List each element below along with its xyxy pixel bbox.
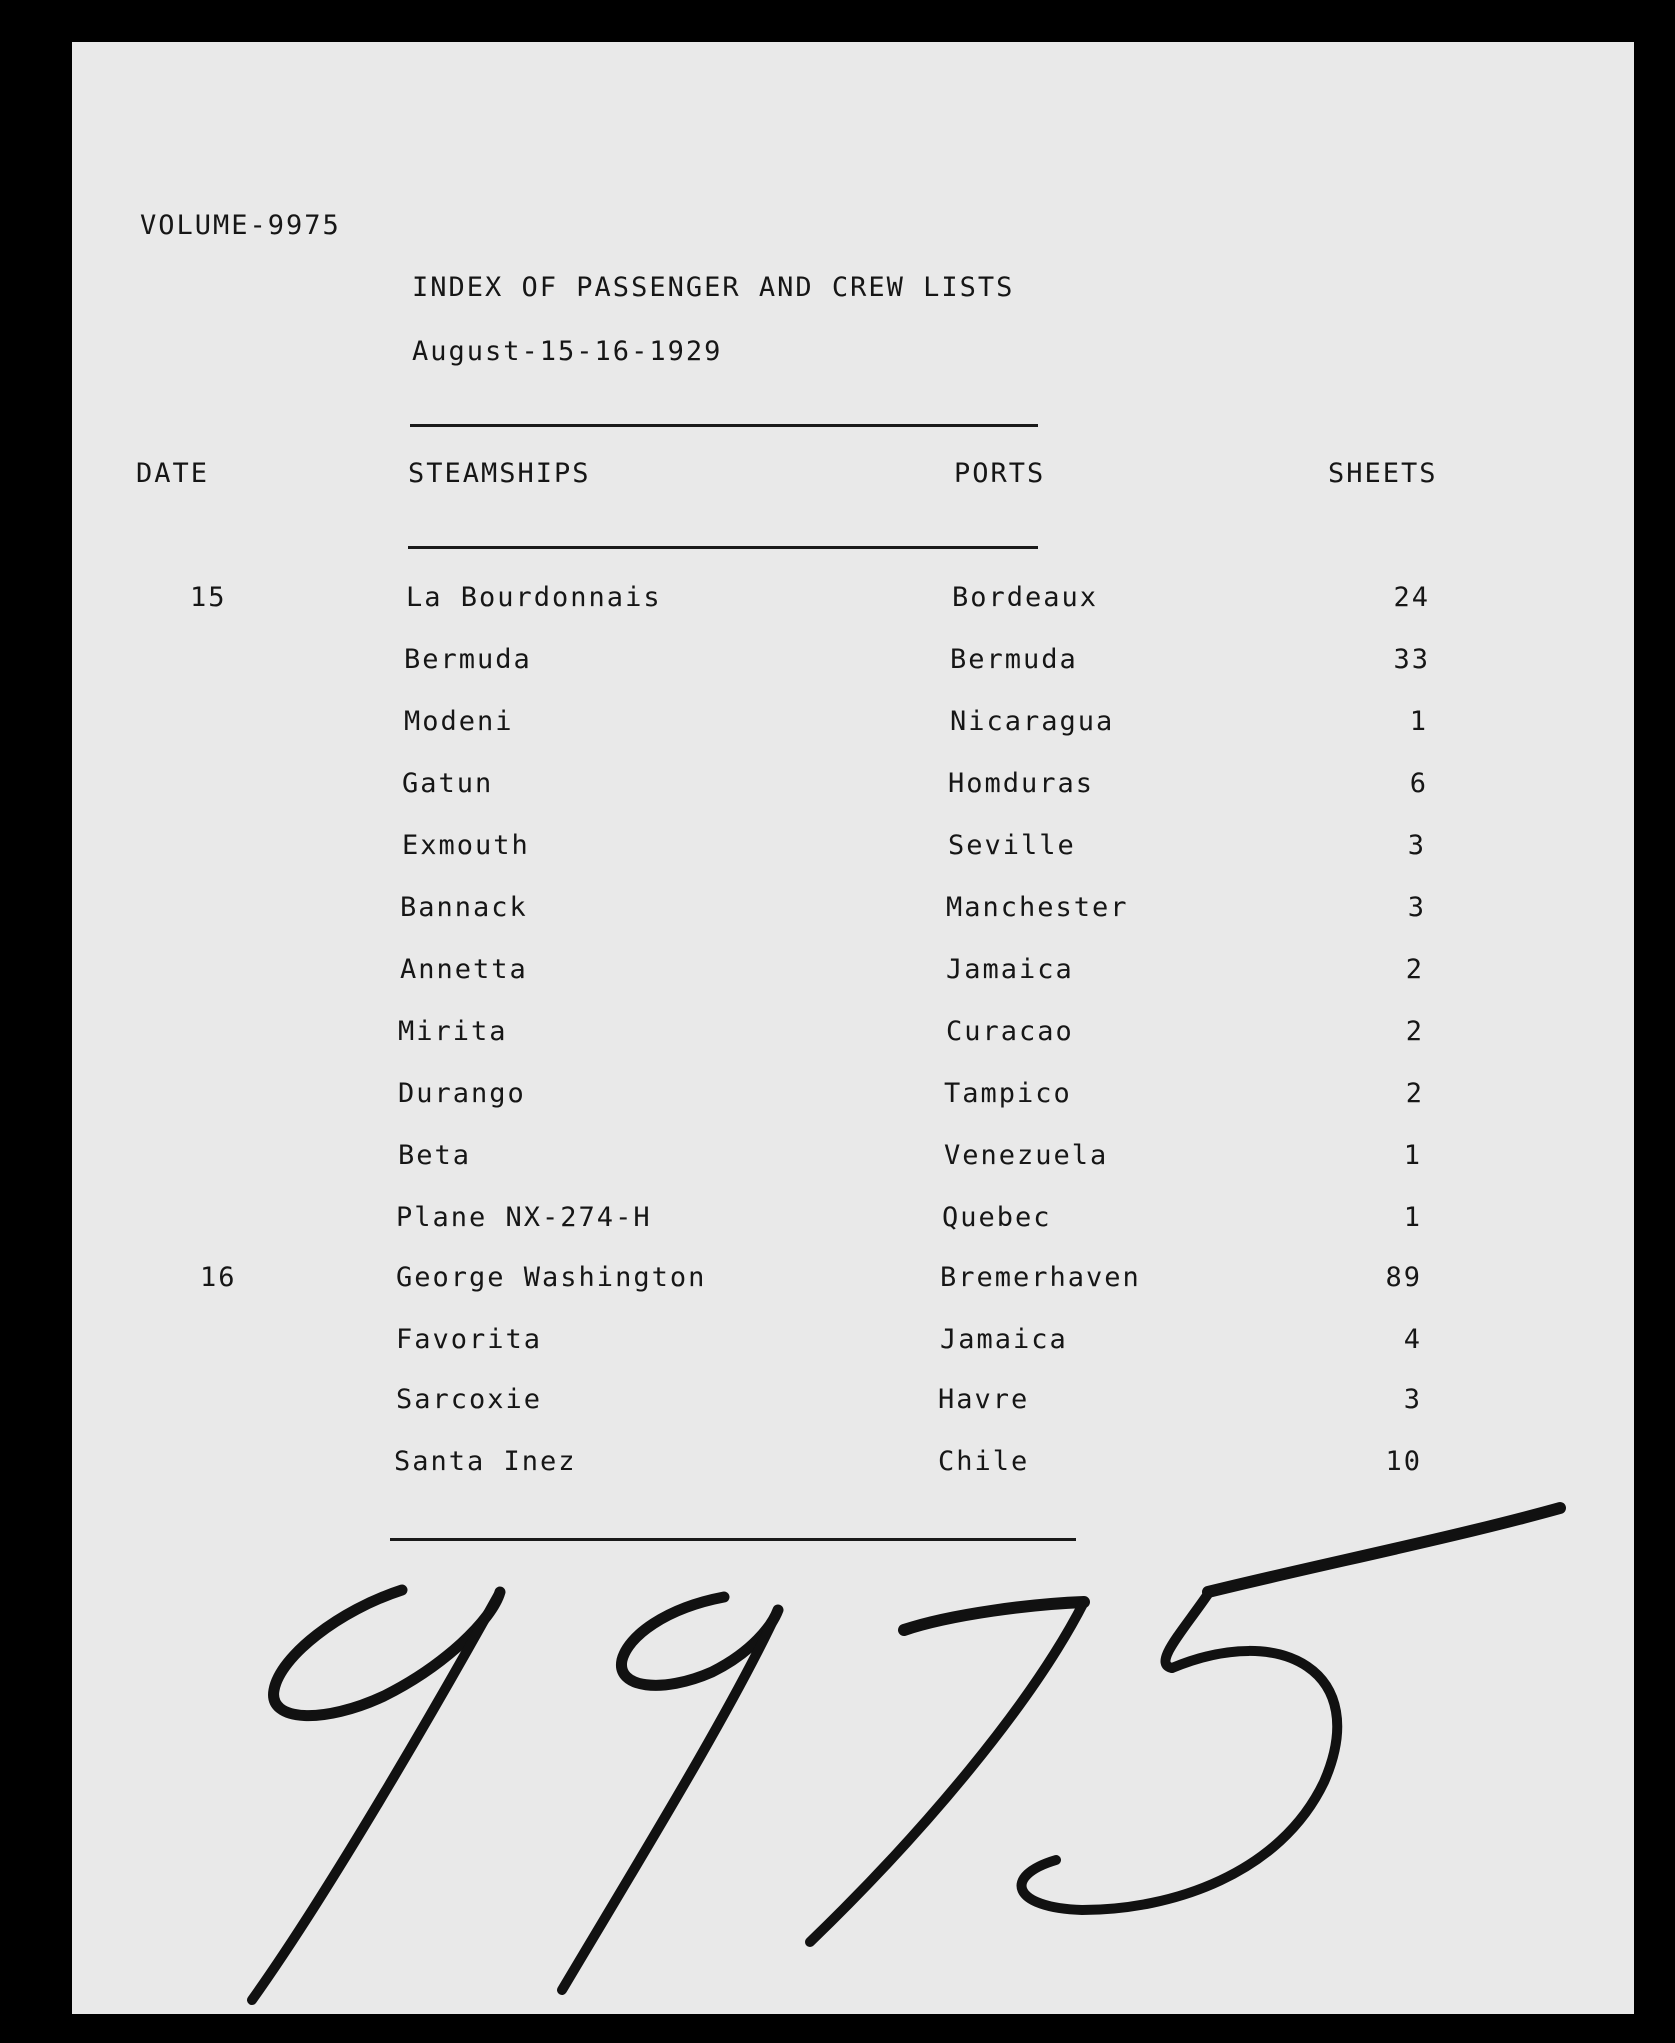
row-sheets: 2 (1405, 1016, 1424, 1047)
row-ship: Mirita (398, 1016, 508, 1047)
row-ship: Sarcoxie (396, 1384, 543, 1415)
row-port: Quebec (942, 1202, 1052, 1233)
row-port: Havre (938, 1384, 1030, 1415)
handwritten-volume-number (72, 42, 1634, 2014)
row-ship: Exmouth (402, 830, 530, 861)
row-ship: La Bourdonnais (406, 582, 662, 613)
document-page (72, 42, 1634, 2014)
row-sheets: 2 (1405, 1078, 1424, 1109)
row-sheets: 1 (1403, 1202, 1422, 1233)
row-port: Jamaica (946, 954, 1074, 985)
row-sheets: 24 (1393, 582, 1430, 613)
row-port: Nicaragua (950, 706, 1115, 737)
row-sheets: 10 (1385, 1446, 1422, 1477)
row-ship: Annetta (400, 954, 528, 985)
row-port: Venezuela (944, 1140, 1109, 1171)
row-ship: Bermuda (404, 644, 532, 675)
row-port: Homduras (948, 768, 1095, 799)
column-header-date: DATE (136, 458, 210, 489)
row-port: Bermuda (950, 644, 1078, 675)
column-header-ports: PORTS (954, 458, 1046, 489)
row-ship: Durango (398, 1078, 526, 1109)
document-title: INDEX OF PASSENGER AND CREW LISTS (412, 272, 1015, 303)
row-sheets: 89 (1385, 1262, 1422, 1293)
row-sheets: 1 (1403, 1140, 1422, 1171)
row-port: Curacao (946, 1016, 1074, 1047)
row-sheets: 1 (1409, 706, 1428, 737)
row-ship: Bannack (400, 892, 528, 923)
date-range: August-15-16-1929 (412, 336, 723, 367)
row-ship: Plane NX-274-H (396, 1202, 652, 1233)
row-sheets: 3 (1407, 830, 1426, 861)
row-port: Manchester (946, 892, 1129, 923)
row-sheets: 6 (1409, 768, 1428, 799)
row-port: Bordeaux (952, 582, 1099, 613)
row-ship: Gatun (402, 768, 494, 799)
row-sheets: 2 (1405, 954, 1424, 985)
row-sheets: 4 (1403, 1324, 1422, 1355)
row-port: Bremerhaven (940, 1262, 1141, 1293)
row-ship: Beta (398, 1140, 472, 1171)
row-ship: George Washington (396, 1262, 707, 1293)
row-ship: Modeni (404, 706, 514, 737)
row-port: Chile (938, 1446, 1030, 1477)
column-header-steamships: STEAMSHIPS (408, 458, 591, 489)
row-sheets: 3 (1403, 1384, 1422, 1415)
volume-label: VOLUME-9975 (140, 210, 341, 241)
column-header-sheets: SHEETS (1328, 458, 1438, 489)
row-sheets: 3 (1407, 892, 1426, 923)
row-ship: Favorita (396, 1324, 543, 1355)
row-date: 16 (200, 1262, 237, 1293)
row-date: 15 (190, 582, 227, 613)
row-ship: Santa Inez (394, 1446, 577, 1477)
row-port: Tampico (944, 1078, 1072, 1109)
row-sheets: 33 (1393, 644, 1430, 675)
row-port: Jamaica (940, 1324, 1068, 1355)
row-port: Seville (948, 830, 1076, 861)
